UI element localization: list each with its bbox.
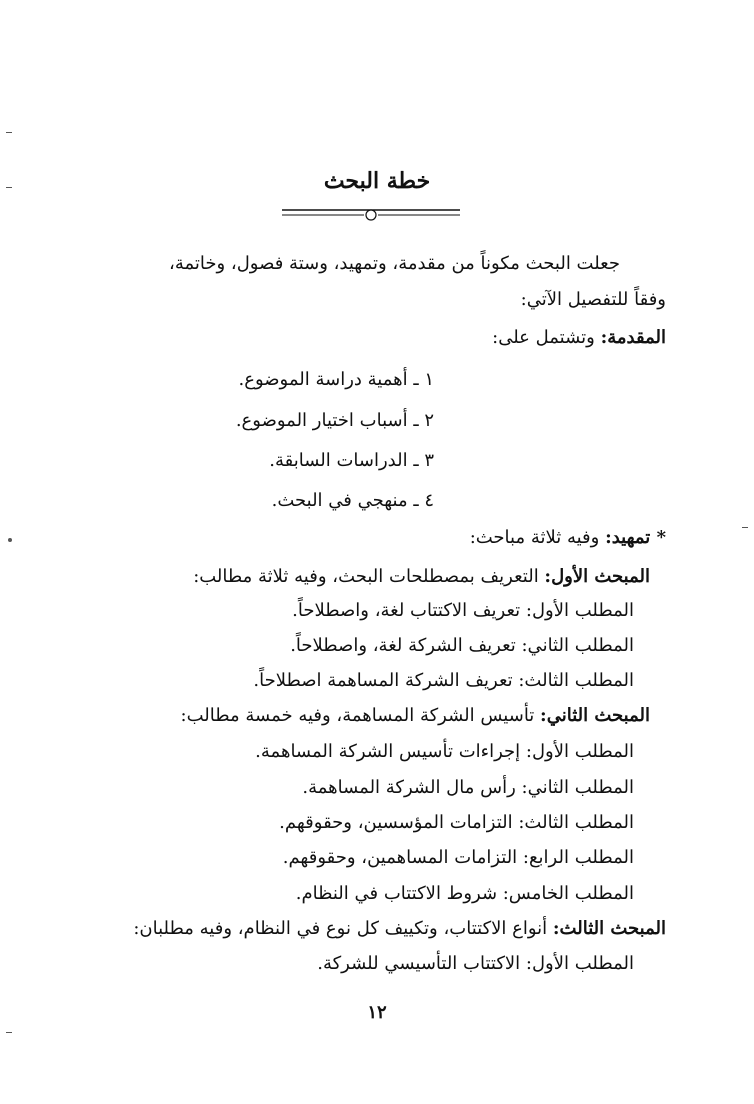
tamheed-label: * تمهيد: bbox=[605, 527, 666, 548]
muqaddima-item-1: ١ ـ أهمية دراسة الموضوع. bbox=[238, 369, 434, 390]
muqaddima-label: المقدمة: bbox=[600, 327, 666, 348]
mabhath1-item-1: المطلب الأول: تعريف الاكتتاب لغة، واصطلاحاً. bbox=[292, 600, 634, 621]
mabhath1-item-2: المطلب الثاني: تعريف الشركة لغة، واصطلاحاً. bbox=[290, 635, 634, 656]
mabhath2-text: تأسيس الشركة المساهمة، وفيه خمسة مطالب: bbox=[180, 705, 541, 726]
scan-edge-mark bbox=[8, 538, 12, 542]
scan-edge-mark bbox=[6, 1032, 12, 1033]
mabhath3-item-1: المطلب الأول: الاكتتاب التأسيسي للشركة. bbox=[317, 953, 634, 974]
mabhath1-label: المبحث الأول: bbox=[544, 566, 650, 587]
tamheed-text: وفيه ثلاثة مباحث: bbox=[469, 527, 606, 548]
mabhath1-heading bbox=[193, 566, 650, 587]
muqaddima-text: وتشتمل على: bbox=[492, 327, 601, 348]
intro-line-1: جعلت البحث مكوناً من مقدمة، وتمهيد، وستة فصول، وخاتمة، bbox=[169, 253, 620, 274]
mabhath3-heading bbox=[133, 918, 666, 939]
mabhath1-item-3: المطلب الثالث: تعريف الشركة المساهمة اصطلاحاً. bbox=[253, 670, 634, 691]
scan-edge-mark bbox=[6, 132, 12, 133]
muqaddima-item-2: ٢ ـ أسباب اختيار الموضوع. bbox=[235, 410, 434, 431]
mabhath2-item-5: المطلب الخامس: شروط الاكتتاب في النظام. bbox=[295, 883, 634, 904]
mabhath2-item-4: المطلب الرابع: التزامات المساهمين، وحقوقهم. bbox=[282, 847, 634, 868]
scan-edge-mark bbox=[742, 527, 748, 528]
title-ornament bbox=[282, 205, 460, 223]
mabhath2-item-3: المطلب الثالث: التزامات المؤسسين، وحقوقهم. bbox=[279, 812, 634, 833]
mabhath2-item-2: المطلب الثاني: رأس مال الشركة المساهمة. bbox=[302, 777, 634, 798]
scan-edge-mark bbox=[6, 187, 12, 188]
mabhath3-label: المبحث الثالث: bbox=[552, 918, 666, 939]
mabhath1-text: التعريف بمصطلحات البحث، وفيه ثلاثة مطالب: bbox=[193, 566, 545, 587]
muqaddima-heading bbox=[492, 327, 666, 348]
intro-line-2: وفقاً للتفصيل الآتي: bbox=[520, 289, 666, 310]
mabhath3-text: أنواع الاكتتاب، وتكييف كل نوع في النظام، وفيه مطلبان: bbox=[133, 918, 553, 939]
mabhath2-label: المبحث الثاني: bbox=[540, 705, 650, 726]
page-number: ١٢ bbox=[367, 1002, 387, 1023]
mabhath2-heading bbox=[181, 705, 650, 726]
muqaddima-item-3: ٣ ـ الدراسات السابقة. bbox=[269, 450, 434, 471]
muqaddima-item-4: ٤ ـ منهجي في البحث. bbox=[271, 490, 434, 511]
tamheed-heading bbox=[470, 527, 666, 548]
page-title: خطة البحث bbox=[323, 168, 431, 194]
mabhath2-item-1: المطلب الأول: إجراءات تأسيس الشركة المساهمة. bbox=[255, 741, 634, 762]
